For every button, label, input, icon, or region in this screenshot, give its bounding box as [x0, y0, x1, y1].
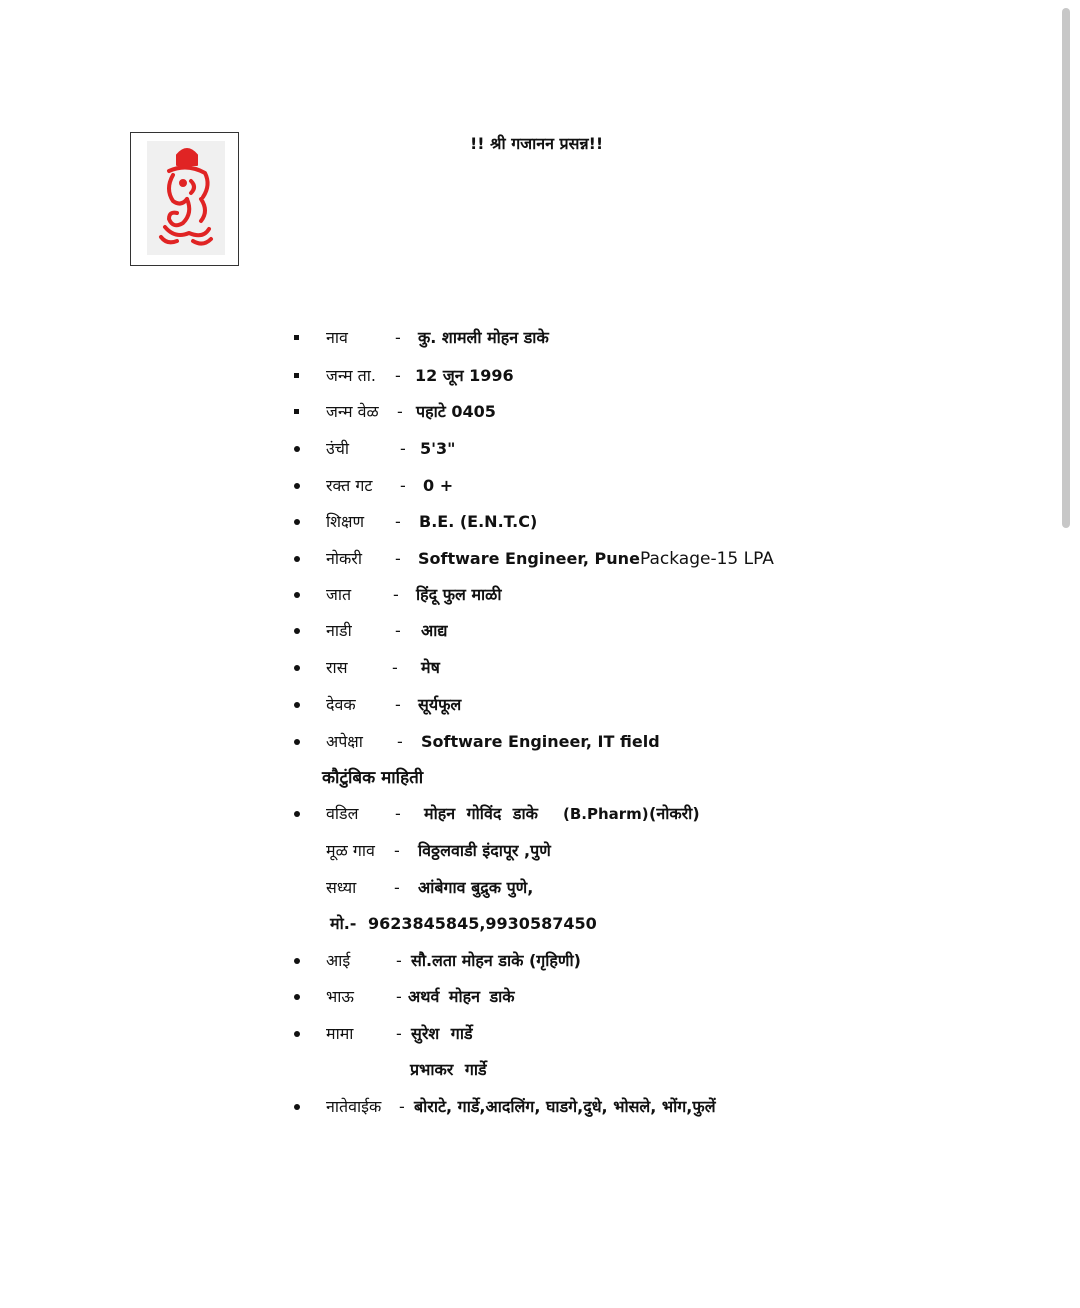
family-section-title: कौटुंबिक माहिती	[322, 768, 424, 788]
round-bullet-icon	[294, 628, 300, 634]
square-bullet-icon	[294, 409, 299, 414]
family-value: सौ.लता मोहन डाके (गृहिणी)	[411, 951, 581, 970]
separator: -	[400, 476, 406, 495]
logo-background	[147, 141, 225, 255]
round-bullet-icon	[294, 702, 300, 708]
family-label: आई	[326, 951, 351, 970]
separator: -	[396, 951, 402, 970]
round-bullet-icon	[294, 739, 300, 745]
detail-label: नाव	[326, 328, 348, 347]
detail-label: नाडी	[326, 621, 352, 640]
separator: -	[397, 732, 403, 751]
ganesha-icon	[147, 141, 225, 255]
round-bullet-icon	[294, 592, 300, 598]
round-bullet-icon	[294, 811, 300, 817]
round-bullet-icon	[294, 958, 300, 964]
logo-frame	[130, 132, 239, 266]
detail-value: 0 +	[423, 476, 454, 495]
detail-value: कु. शामली मोहन डाके	[418, 328, 549, 347]
round-bullet-icon	[294, 556, 300, 562]
square-bullet-icon	[294, 373, 299, 378]
separator: -	[394, 878, 400, 897]
detail-value: 5'3"	[420, 439, 456, 458]
detail-label: नोकरी	[326, 549, 363, 568]
separator: -	[395, 512, 401, 531]
detail-label: रक्त गट	[326, 476, 373, 495]
family-value: सुरेश गार्डे	[411, 1024, 473, 1043]
detail-label: जात	[326, 585, 352, 604]
vertical-scrollbar[interactable]	[1062, 8, 1070, 528]
family-value: आंबेगाव बुद्रुक पुणे,	[418, 878, 534, 897]
father-job: (नोकरी)	[649, 804, 700, 823]
family-value: मोहन गोविंद डाके	[424, 804, 538, 823]
detail-value: पहाटे 0405	[416, 402, 496, 421]
separator: -	[395, 328, 401, 347]
round-bullet-icon	[294, 483, 300, 489]
detail-value: आद्य	[421, 621, 448, 640]
separator: -	[396, 987, 402, 1006]
separator: -	[395, 804, 401, 823]
detail-value: मेष	[421, 658, 440, 677]
separator: -	[399, 1097, 405, 1116]
family-label: सध्या	[326, 878, 357, 897]
family-label: वडिल	[326, 804, 359, 823]
detail-label: अपेक्षा	[326, 732, 363, 751]
family-label: नातेवाईक	[326, 1097, 382, 1116]
round-bullet-icon	[294, 665, 300, 671]
detail-value: Software Engineer, IT field	[421, 732, 660, 751]
mobile-value: 9623845845,9930587450	[368, 914, 597, 933]
family-label: भाऊ	[326, 987, 354, 1006]
square-bullet-icon	[294, 335, 299, 340]
family-label: मामा	[326, 1024, 354, 1043]
father-degree: (B.Pharm)	[563, 805, 649, 823]
round-bullet-icon	[294, 519, 300, 525]
package-info: Package-15 LPA	[640, 549, 774, 569]
mobile-label: मो.-	[330, 914, 357, 933]
round-bullet-icon	[294, 994, 300, 1000]
detail-label: देवक	[326, 695, 356, 714]
separator: -	[400, 439, 406, 458]
separator: -	[395, 695, 401, 714]
family-value: अथर्व मोहन डाके	[408, 987, 515, 1006]
family-value: प्रभाकर गार्डे	[410, 1060, 487, 1079]
detail-value: हिंदू फुल माळी	[416, 585, 502, 604]
separator: -	[395, 366, 401, 385]
family-label: मूळ गाव	[326, 841, 375, 860]
round-bullet-icon	[294, 446, 300, 452]
round-bullet-icon	[294, 1031, 300, 1037]
detail-label: जन्म ता.	[326, 366, 376, 385]
detail-label: रास	[326, 658, 348, 677]
separator: -	[395, 549, 401, 568]
detail-label: शिक्षण	[326, 512, 365, 531]
family-value: विठ्ठलवाडी इंदापूर ,पुणे	[418, 841, 551, 860]
detail-value: 12 जून 1996	[415, 366, 514, 385]
separator: -	[397, 402, 403, 421]
detail-label: उंची	[326, 439, 350, 458]
family-value: बोराटे, गार्डे,आदलिंग, घाडगे,दुधे, भोसले, भोंग,फुलें	[414, 1097, 716, 1116]
separator: -	[394, 841, 400, 860]
round-bullet-icon	[294, 1104, 300, 1110]
detail-value: Software Engineer, Pune	[418, 549, 640, 568]
detail-value: सूर्यफूल	[418, 695, 462, 714]
detail-label: जन्म वेळ	[326, 402, 379, 421]
separator: -	[393, 585, 399, 604]
separator: -	[395, 621, 401, 640]
page-heading: !! श्री गजानन प्रसन्न!!	[470, 134, 604, 153]
separator: -	[392, 658, 398, 677]
detail-value: B.E. (E.N.T.C)	[419, 512, 538, 531]
separator: -	[396, 1024, 402, 1043]
